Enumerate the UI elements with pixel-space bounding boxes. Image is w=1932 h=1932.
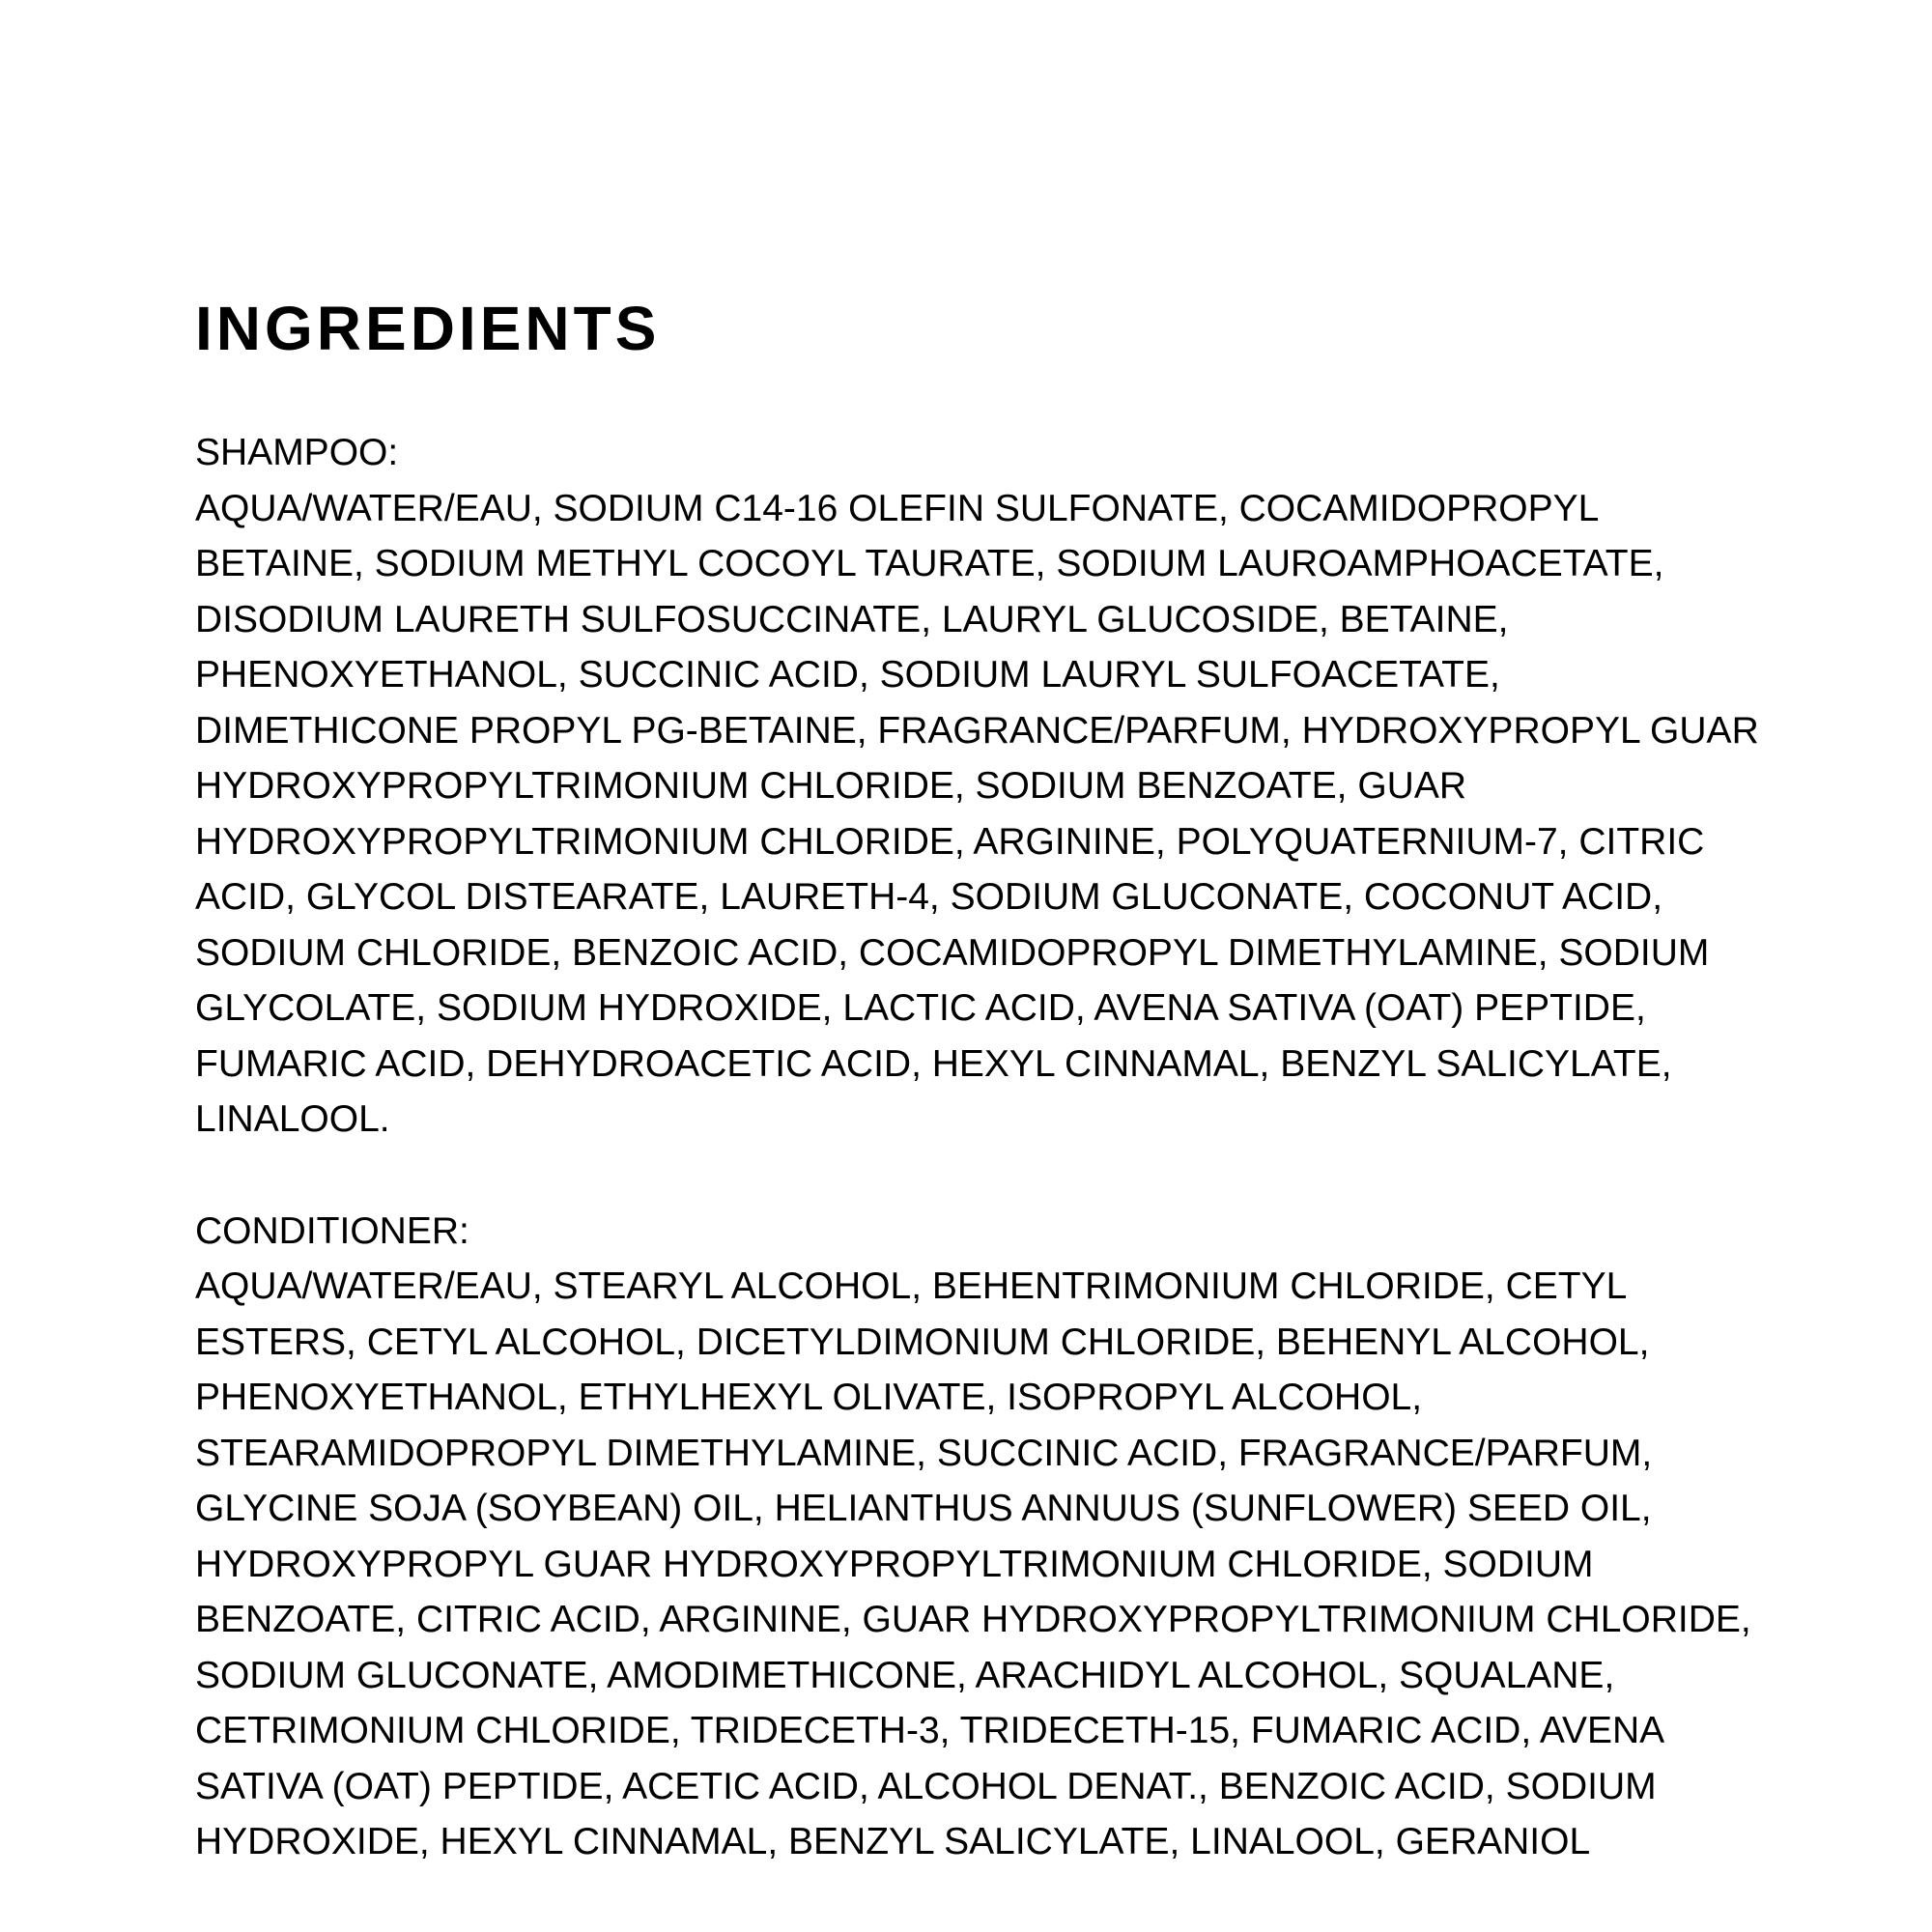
shampoo-section-title: SHAMPOO: [195, 432, 399, 473]
shampoo-section [195, 425, 1760, 1148]
conditioner-section [195, 1204, 1760, 1870]
ingredients-document [195, 286, 1760, 1870]
conditioner-ingredients-list: AQUA/WATER/EAU, STEARYL ALCOHOL, BEHENTRIMONIUM CHLORIDE, CETYL ESTERS, CETYL ALCOHOL, DICETYLDIMONIUM CHLORIDE, BEHENYL ALCOHOL, PHENOXYETHANOL, ETHYLHEXYL OLIVATE, ISOPROPYL ALCOHOL, STEARAMIDOPROPYL DIMETHYLAMINE, SUCCINIC ACID, FRAGRANCE/PARFUM, GLYCINE SOJA (SOYBEAN) OIL, HELIANTHUS ANNUUS (SUNFLOWER) SEED OIL, HYDROXYPROPYL GUAR HYDROXYPROPYLTRIMONIUM CHLORIDE, SODIUM BENZOATE, CITRIC ACID, ARGININE, GUAR HYDROXYPROPYLTRIMONIUM CHLORIDE, SODIUM GLUCONATE, AMODIMETHICONE, ARACHIDYL ALCOHOL, SQUALANE, CETRIMONIUM CHLORIDE, TRIDECETH-3, TRIDECETH-15, FUMARIC ACID, AVENA SATIVA (OAT) PEPTIDE, ACETIC ACID, ALCOHOL DENAT., BENZOIC ACID, SODIUM HYDROXIDE, HEXYL CINNAMAL, BENZYL SALICYLATE, LINALOOL, GERANIOL [195, 1265, 1751, 1862]
conditioner-section-title: CONDITIONER: [195, 1209, 469, 1252]
page-title: INGREDIENTS [195, 294, 661, 363]
shampoo-ingredients-list: AQUA/WATER/EAU, SODIUM C14-16 OLEFIN SULFONATE, COCAMIDOPROPYL BETAINE, SODIUM METHYL COCOYL TAURATE, SODIUM LAUROAMPHOACETATE, DISODIUM LAURETH SULFOSUCCINATE, LAURYL GLUCOSIDE, BETAINE, PHENOXYETHANOL, SUCCINIC ACID, SODIUM LAURYL SULFOACETATE, DIMETHICONE PROPYL PG-BETAINE, FRAGRANCE/PARFUM, HYDROXYPROPYL GUAR HYDROXYPROPYLTRIMONIUM CHLORIDE, SODIUM BENZOATE, GUAR HYDROXYPROPYLTRIMONIUM CHLORIDE, ARGININE, POLYQUATERNIUM-7, CITRIC ACID, GLYCOL DISTEARATE, LAURETH-4, SODIUM GLUCONATE, COCONUT ACID, SODIUM CHLORIDE, BENZOIC ACID, COCAMIDOPROPYL DIMETHYLAMINE, SODIUM GLYCOLATE, SODIUM HYDROXIDE, LACTIC ACID, AVENA SATIVA (OAT) PEPTIDE, FUMARIC ACID, DEHYDROACETIC ACID, HEXYL CINNAMAL, BENZYL SALICYLATE, LINALOOL. [195, 487, 1759, 1140]
